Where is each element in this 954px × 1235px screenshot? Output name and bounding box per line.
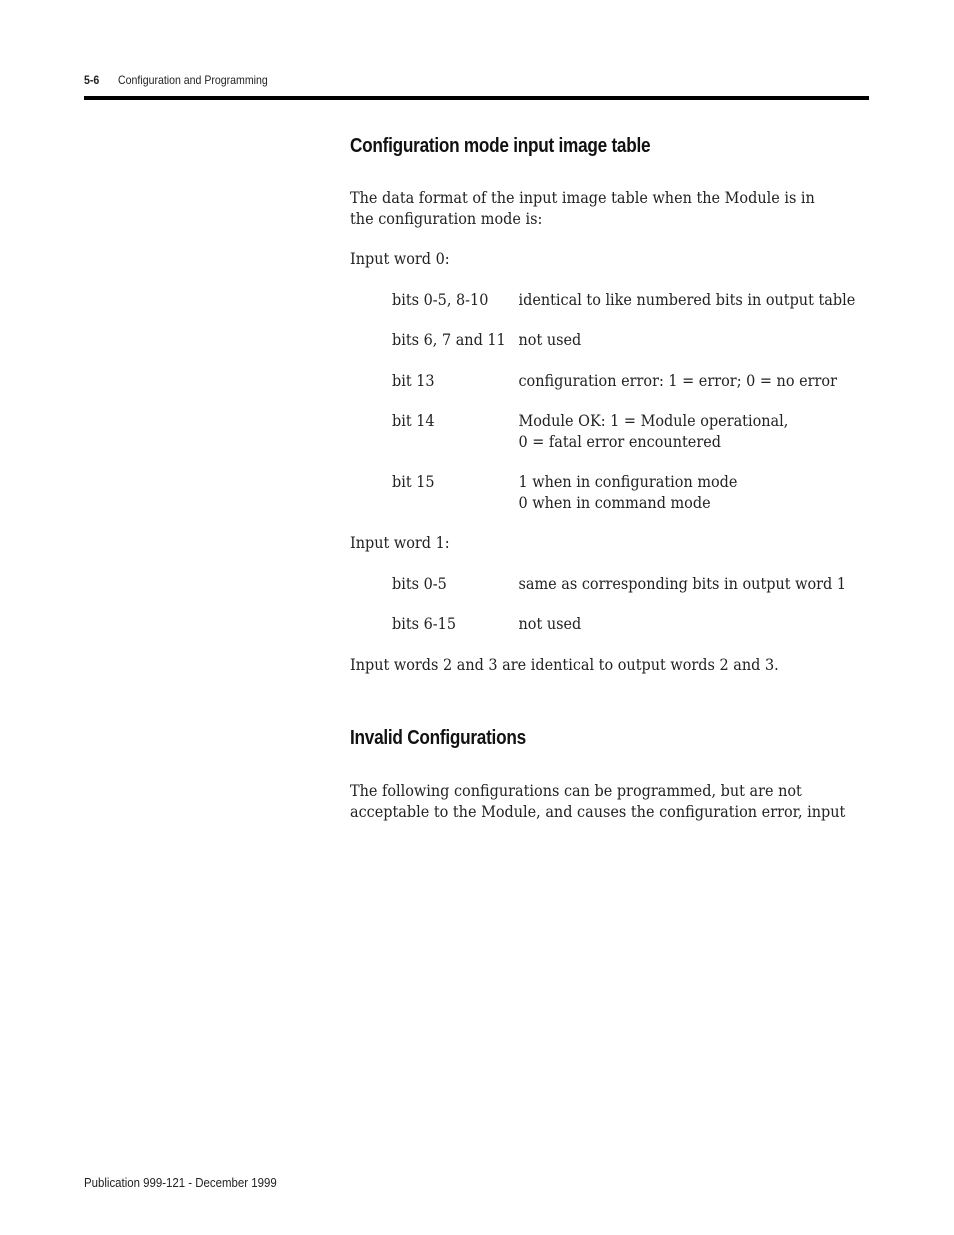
bit-range: bit 13 [392,372,435,390]
bit-range: bits 6, 7 and 11 [392,331,506,349]
bit-description-line: 0 when in command mode [518,493,711,512]
bit-range: bits 0-5 [392,575,447,593]
bit-description-line: configuration error: 1 = error; 0 = no error [518,372,837,390]
bit-description [518,411,871,452]
bit-description [518,614,871,635]
header-rule [84,96,869,100]
bit-description-line: Module OK: 1 = Module operational, [518,412,789,430]
invalid-config-intro [350,781,871,822]
publication-footer: Publication 999-121 - December 1999 [84,1175,277,1190]
bit-range: bit 15 [392,473,435,491]
input-word-0-label: Input word 0: [350,250,450,268]
bit-description-line: not used [518,331,582,349]
invalid-config-intro-line: The following configurations can be programmed, but are not [350,782,802,800]
invalid-config-intro-line: acceptable to the Module, and causes the configuration error, input [350,802,846,821]
section-intro-paragraph: The data format of the input image table when the Module is in the configuration mode is: [350,189,815,228]
bit-range: bits 0-5, 8-10 [392,291,489,309]
bit-description-line: identical to like numbered bits in output table [518,291,856,309]
page-number: 5-6 [84,73,100,87]
section-heading-invalid-configurations: Invalid Configurations [350,727,526,749]
bit-description [518,371,871,392]
bit-description-line: same as corresponding bits in output word 1 [518,575,847,593]
input-word-1-label: Input word 1: [350,534,450,552]
chapter-title: Configuration and Programming [118,73,268,87]
section-heading-config-mode: Configuration mode input image table [350,135,651,157]
bit-description [518,472,871,513]
bit-description [518,574,871,595]
bit-range: bit 14 [392,412,435,430]
closing-paragraph: Input words 2 and 3 are identical to output words 2 and 3. [350,656,779,674]
bit-description [518,330,871,351]
bit-description-line: 1 when in configuration mode [518,473,738,491]
bit-range: bits 6-15 [392,615,456,633]
bit-description-line: 0 = fatal error encountered [518,432,721,451]
bit-description [518,290,871,311]
bit-description-line: not used [518,615,582,633]
running-header [84,73,268,87]
